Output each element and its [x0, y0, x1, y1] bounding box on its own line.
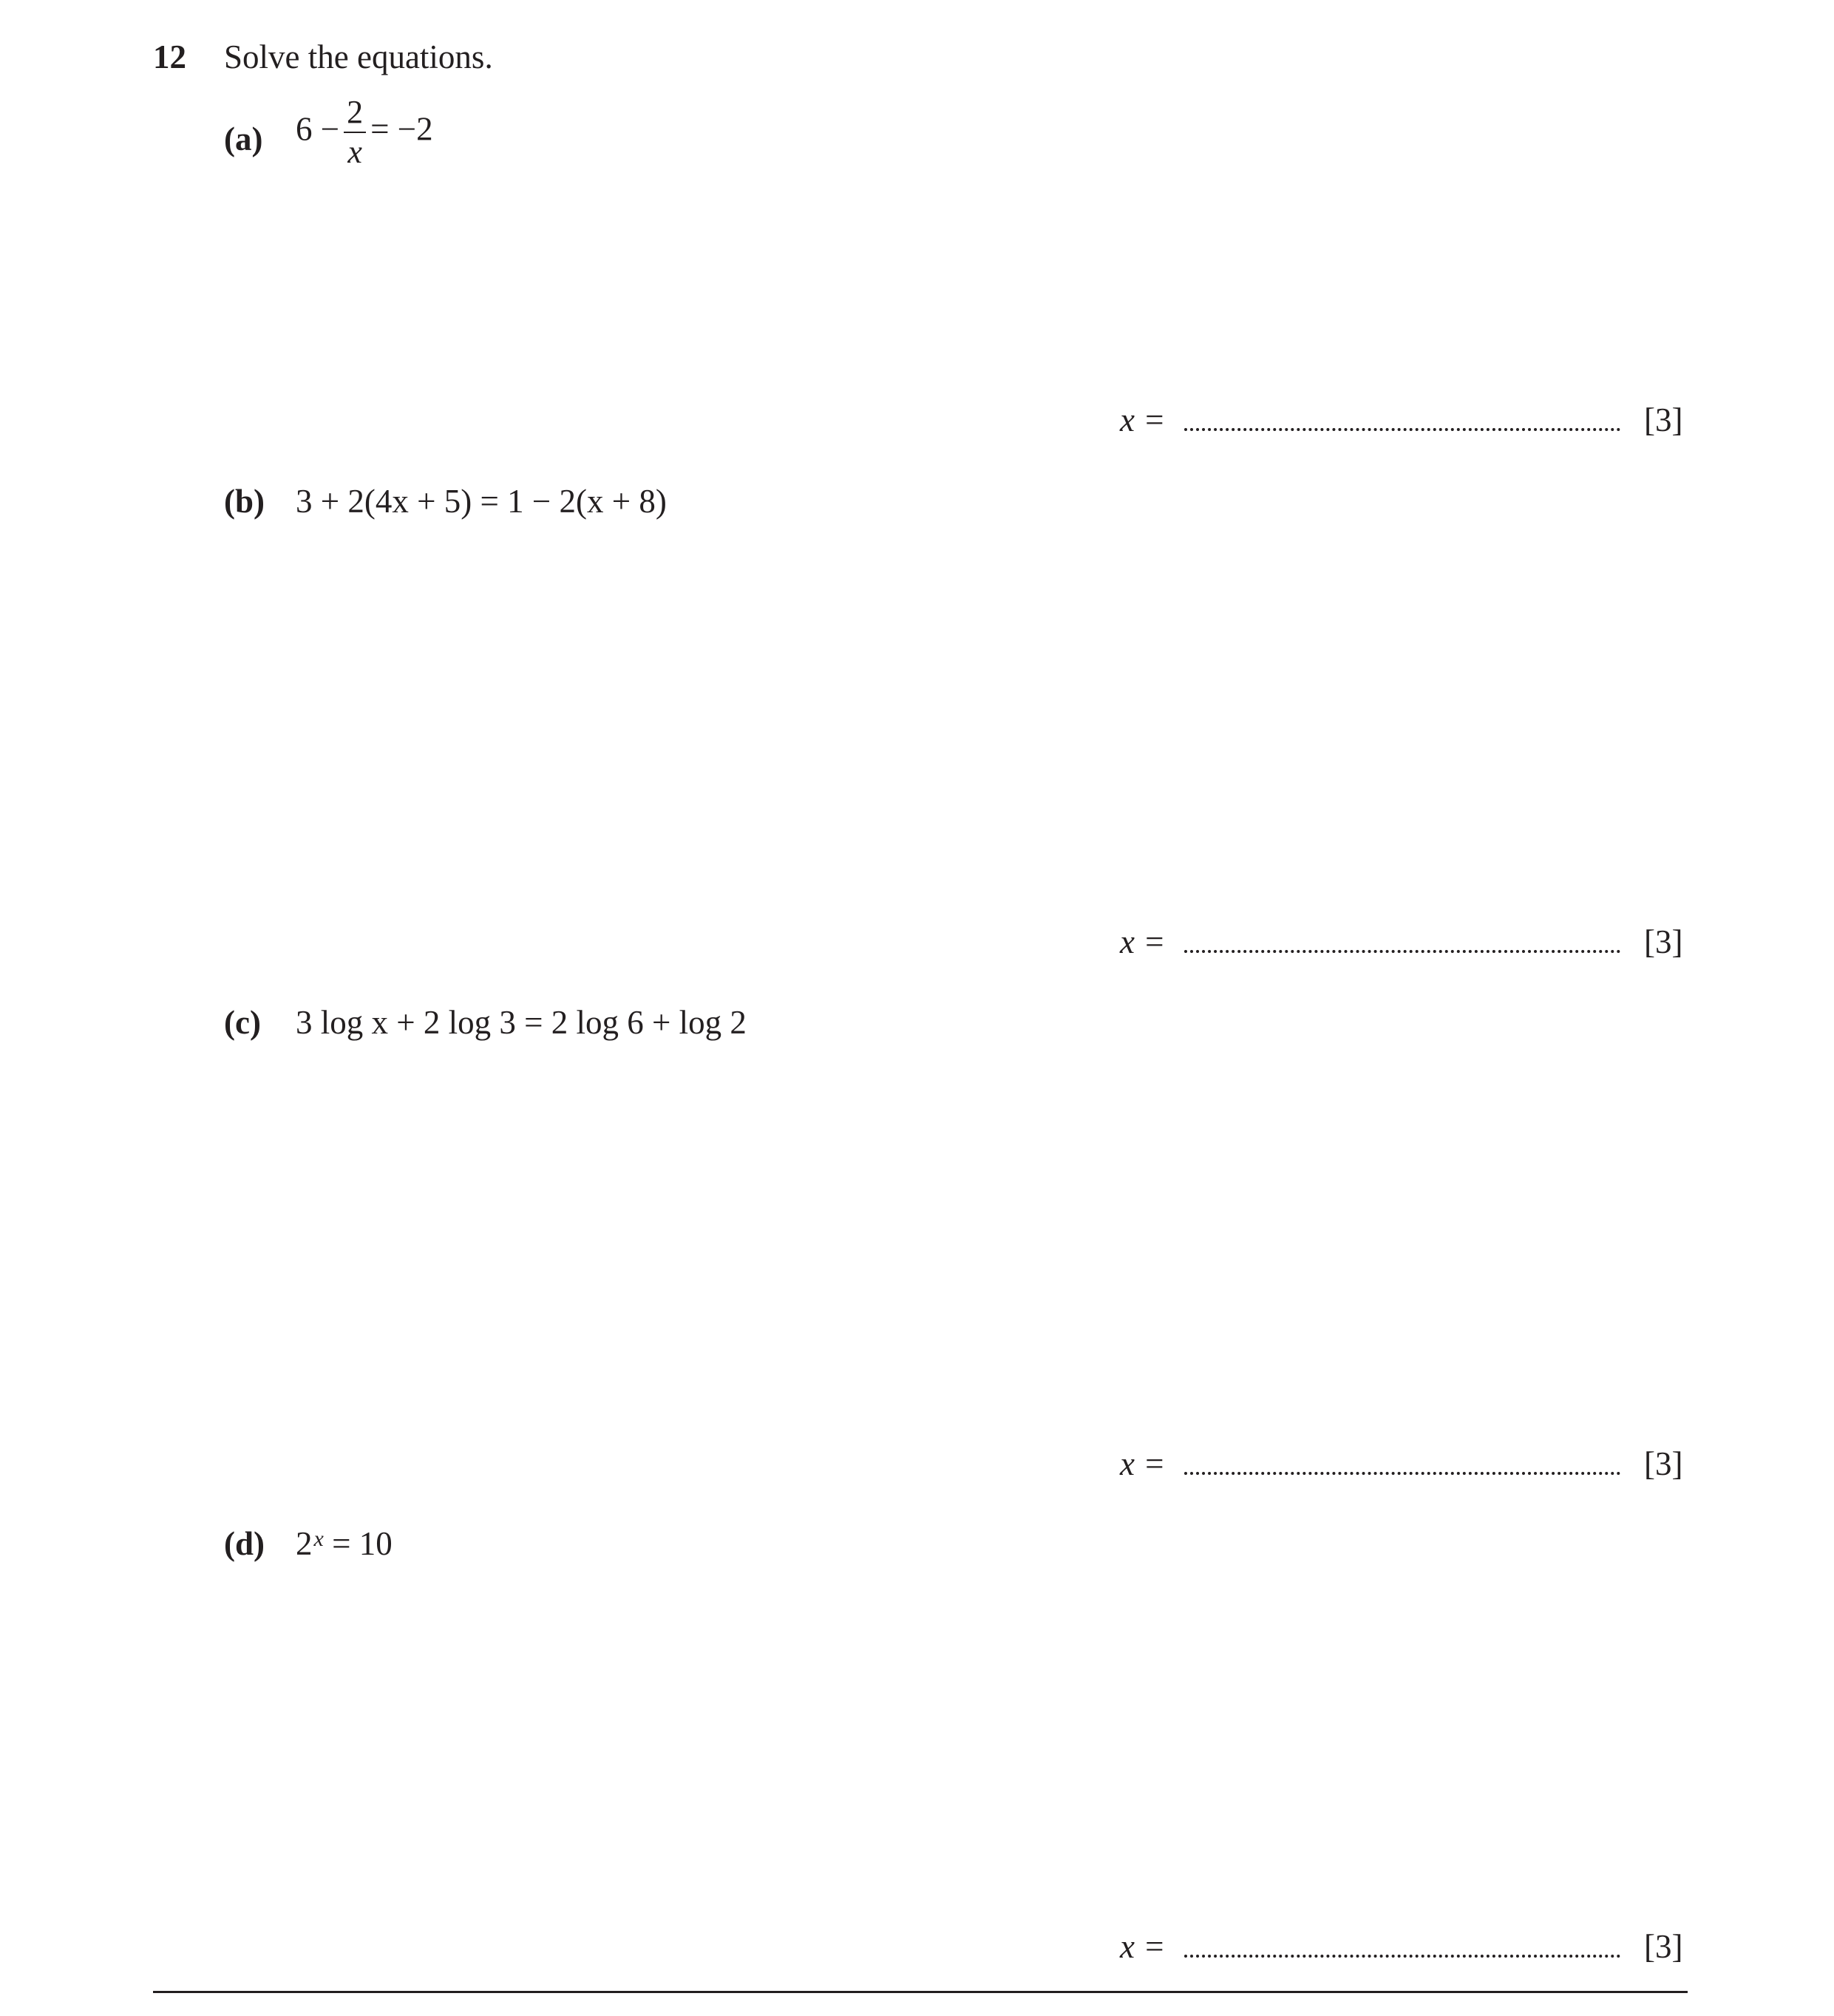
part-a-equation-tail: = −2 — [370, 110, 433, 148]
part-c-marks: [3] — [1644, 1445, 1683, 1482]
part-a-fraction-denominator: x — [347, 134, 362, 170]
part-b-label: (b) — [224, 483, 265, 520]
part-d-answer-label: x = — [1120, 1928, 1166, 1965]
part-d-exponent: x — [313, 1527, 324, 1551]
part-b-marks: [3] — [1644, 923, 1683, 960]
question-number: 12 — [153, 38, 186, 75]
bottom-divider — [153, 1991, 1688, 1993]
part-d-answer-line[interactable] — [1184, 1955, 1620, 1958]
part-c-label: (c) — [224, 1004, 261, 1041]
part-a-fraction-numerator: 2 — [344, 96, 366, 133]
part-a-equation-lead: 6 − — [296, 110, 340, 148]
part-d-base: 2 — [296, 1525, 313, 1562]
part-c-answer-label: x = — [1120, 1445, 1166, 1482]
part-c-equation: 3 log x + 2 log 3 = 2 log 6 + log 2 — [296, 1004, 747, 1041]
part-c-answer-line[interactable] — [1184, 1472, 1620, 1475]
part-a-equation — [296, 96, 433, 169]
part-b-answer-line[interactable] — [1184, 950, 1620, 953]
part-a-marks: [3] — [1644, 401, 1683, 438]
question-instruction: Solve the equations. — [224, 38, 493, 75]
part-d-equation — [296, 1519, 393, 1572]
part-b-equation: 3 + 2(4x + 5) = 1 − 2(x + 8) — [296, 483, 667, 520]
part-a-answer-line[interactable] — [1184, 428, 1620, 431]
part-a-label: (a) — [224, 121, 263, 157]
part-d-rhs: = 10 — [332, 1525, 393, 1562]
part-d-marks: [3] — [1644, 1928, 1683, 1965]
part-d-label: (d) — [224, 1525, 265, 1562]
part-b-answer-label: x = — [1120, 923, 1166, 960]
part-a-fraction — [344, 96, 366, 169]
part-a-answer-label: x = — [1120, 401, 1166, 438]
